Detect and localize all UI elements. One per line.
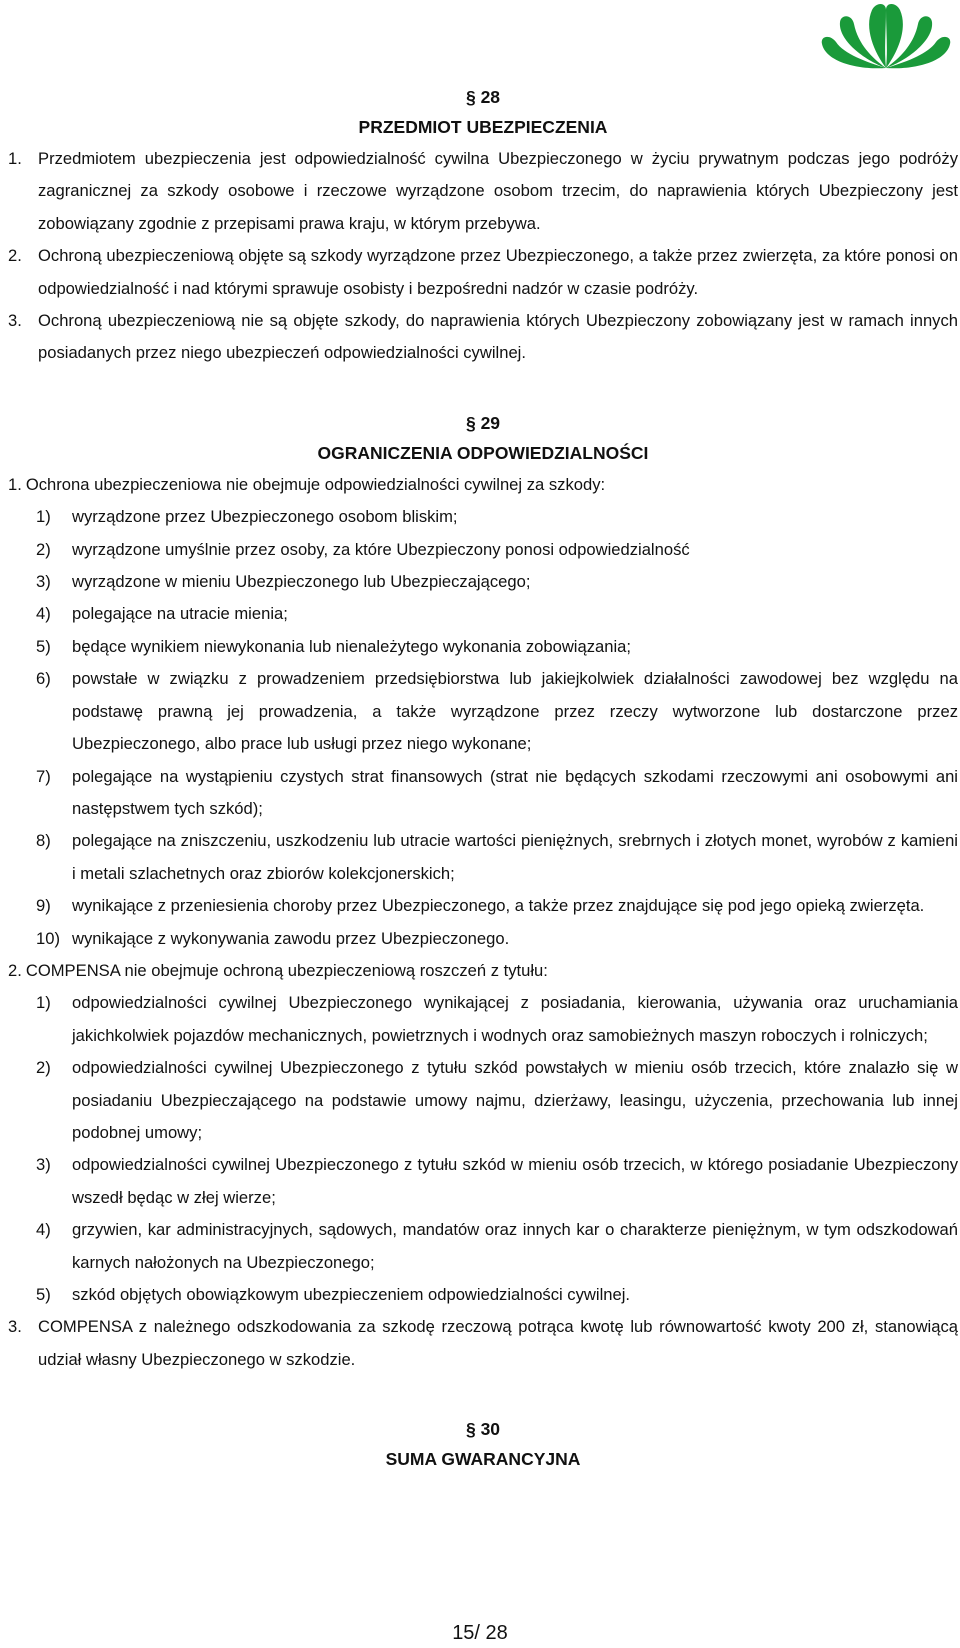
item-text: COMPENSA z należnego odszkodowania za szkodę rzeczową potrąca kwotę lub równowartość kwoty 200 zł, stanowiącą udział własny Ubezpieczonego w szkodzie. bbox=[38, 1317, 958, 1369]
sub-item-number: 2) bbox=[36, 1058, 51, 1078]
sub-item bbox=[36, 1149, 958, 1214]
item-text: Przedmiotem ubezpieczenia jest odpowiedzialność cywilna Ubezpieczonego w życiu prywatnym podczas jego podróży zagranicznej za szkody osobowe i rzeczowe wyrządzone osobom trzecim, do naprawienia których Ubezpieczony jest zobowiązany zgodnie z przepisami prawa kraju, w którym przebywa. bbox=[38, 149, 958, 233]
item-number: 3. bbox=[8, 311, 22, 331]
sub-item-text: będące wynikiem niewykonania lub nienależytego wykonania zobowiązania; bbox=[72, 636, 632, 656]
sub-item bbox=[36, 1279, 958, 1311]
item-text: Ochrona ubezpieczeniowa nie obejmuje odpowiedzialności cywilnej za szkody: bbox=[25, 474, 606, 494]
list-item bbox=[8, 143, 958, 240]
section-28-number: § 28 bbox=[465, 87, 501, 107]
sub-item-number: 4) bbox=[36, 604, 51, 624]
sub-item bbox=[36, 923, 958, 955]
section-29-title: OGRANICZENIA ODPOWIEDZIALNOŚCI bbox=[317, 442, 649, 463]
list-item bbox=[8, 955, 958, 987]
sub-item bbox=[36, 890, 958, 922]
sub-item bbox=[36, 598, 958, 630]
sub-item-number: 1) bbox=[36, 507, 51, 527]
sub-item-number: 8) bbox=[36, 831, 51, 851]
item-number: 2. bbox=[8, 246, 22, 266]
section-30-number: § 30 bbox=[465, 1419, 501, 1440]
sub-item-number: 5) bbox=[36, 636, 51, 656]
item-number: 2. bbox=[8, 960, 22, 980]
sub-item-number: 10) bbox=[36, 928, 60, 948]
sub-item bbox=[36, 566, 958, 598]
sub-item-text: odpowiedzialności cywilnej Ubezpieczonego wynikającej z posiadania, kierowania, używania oraz uruchamiania jakichkolwiek pojazdów mechanicznych, powietrznych i wodnych oraz samobieżnych maszyn roboczych i rolniczych; bbox=[72, 993, 958, 1045]
section-spacer bbox=[8, 370, 958, 408]
item-text: Ochroną ubezpieczeniową objęte są szkody wyrządzone przez Ubezpieczonego, a także przez zwierzęta, za które ponosi on odpowiedzialność i nad którymi sprawuje osobisty i bezpośredni nadzór w czasie podróży. bbox=[38, 246, 958, 298]
sub-item-text: polegające na wystąpieniu czystych strat finansowych (strat nie będących szkodami rzeczowymi ani osobowymi ani następstwem tych szkód); bbox=[72, 766, 958, 818]
sub-item bbox=[36, 1052, 958, 1149]
page-number: 15/ 28 bbox=[452, 1622, 508, 1644]
sub-item-text: wyrządzone przez Ubezpieczonego osobom bliskim; bbox=[72, 507, 458, 527]
section-28-title: PRZEDMIOT UBEZPIECZENIA bbox=[358, 117, 608, 137]
sub-item-number: 3) bbox=[36, 1155, 51, 1175]
sub-item-text: odpowiedzialności cywilnej Ubezpieczonego z tytułu szkód w mieniu osób trzecich, w którego posiadanie Ubezpieczony wszedł będąc w złej wierze; bbox=[72, 1155, 958, 1207]
sub-item-text: wynikające z przeniesienia choroby przez Ubezpieczonego, a także przez znajdujące się pod jego opieką zwierzęta. bbox=[72, 896, 925, 916]
sub-item-text: wyrządzone umyślnie przez osoby, za które Ubezpieczony ponosi odpowiedzialność bbox=[72, 539, 690, 559]
sub-item-text: grzywien, kar administracyjnych, sądowych, mandatów oraz innych kar o charakterze pieniężnym, w tym odszkodowań karnych nałożonych na Ubezpieczonego; bbox=[72, 1220, 958, 1272]
sub-item-number: 3) bbox=[36, 572, 51, 592]
sub-item-text: polegające na utracie mienia; bbox=[72, 604, 288, 624]
sub-item-text: powstałe w związku z prowadzeniem przedsiębiorstwa lub jakiejkolwiek działalności zawodowej bez względu na podstawę prawną jej prowadzenia, a także wyrządzone przez rzeczy wytworzone lub dostarczone przez Ubezpieczonego, albo prace lub usługi przez niego wykonane; bbox=[72, 669, 958, 754]
sub-item-text: odpowiedzialności cywilnej Ubezpieczonego z tytułu szkód powstałych w mieniu osób trzecich, które znalazło się w posiadaniu Ubezpieczającego na podstawie umowy najmu, dzierżawy, leasingu, użyczenia, przechowania lub innej podobnej umowy; bbox=[72, 1058, 958, 1142]
section-29-number: § 29 bbox=[465, 412, 501, 433]
item-number: 1. bbox=[8, 474, 22, 494]
sub-item bbox=[36, 501, 958, 533]
item-number: 3. bbox=[8, 1317, 22, 1337]
list-item bbox=[8, 469, 958, 501]
sub-item bbox=[36, 631, 958, 663]
list-item bbox=[8, 1311, 958, 1376]
sub-item-number: 6) bbox=[36, 669, 51, 689]
item-text: COMPENSA nie obejmuje ochroną ubezpieczeniową roszczeń z tytułu: bbox=[25, 960, 548, 980]
sub-item bbox=[36, 825, 958, 890]
sub-item bbox=[36, 1214, 958, 1279]
sub-item bbox=[36, 987, 958, 1052]
section-30-title: SUMA GWARANCYJNA bbox=[385, 1449, 581, 1470]
item-text: Ochroną ubezpieczeniową nie są objęte szkody, do naprawienia których Ubezpieczony zobowiązany jest w ramach innych posiadanych przez niego ubezpieczeń odpowiedzialności cywilnej. bbox=[38, 311, 958, 363]
sub-item bbox=[36, 761, 958, 826]
sub-item-number: 2) bbox=[36, 539, 51, 559]
sub-item-text: wynikające z wykonywania zawodu przez Ubezpieczonego. bbox=[72, 928, 510, 948]
list-item bbox=[8, 240, 958, 305]
sub-item-number: 1) bbox=[36, 993, 51, 1013]
item-number: 1. bbox=[8, 149, 22, 168]
section-spacer bbox=[8, 1376, 958, 1414]
sub-item-number: 7) bbox=[36, 766, 51, 786]
sub-item bbox=[36, 534, 958, 566]
sub-item-text: szkód objętych obowiązkowym ubezpieczeniem odpowiedzialności cywilnej. bbox=[72, 1285, 631, 1304]
compensa-logo bbox=[818, 0, 954, 72]
document-body bbox=[8, 82, 958, 1475]
sub-item-number: 5) bbox=[36, 1285, 51, 1304]
list-item bbox=[8, 305, 958, 370]
sub-item-number: 9) bbox=[36, 896, 51, 916]
sub-item-text: polegające na zniszczeniu, uszkodzeniu lub utracie wartości pieniężnych, srebrnych i złotych monet, wyrobów z kamieni i metali szlachetnych oraz zbiorów kolekcjonerskich; bbox=[72, 831, 958, 883]
sub-item-number: 4) bbox=[36, 1220, 51, 1240]
sub-item bbox=[36, 663, 958, 760]
sub-item-text: wyrządzone w mieniu Ubezpieczonego lub Ubezpieczającego; bbox=[72, 572, 531, 592]
